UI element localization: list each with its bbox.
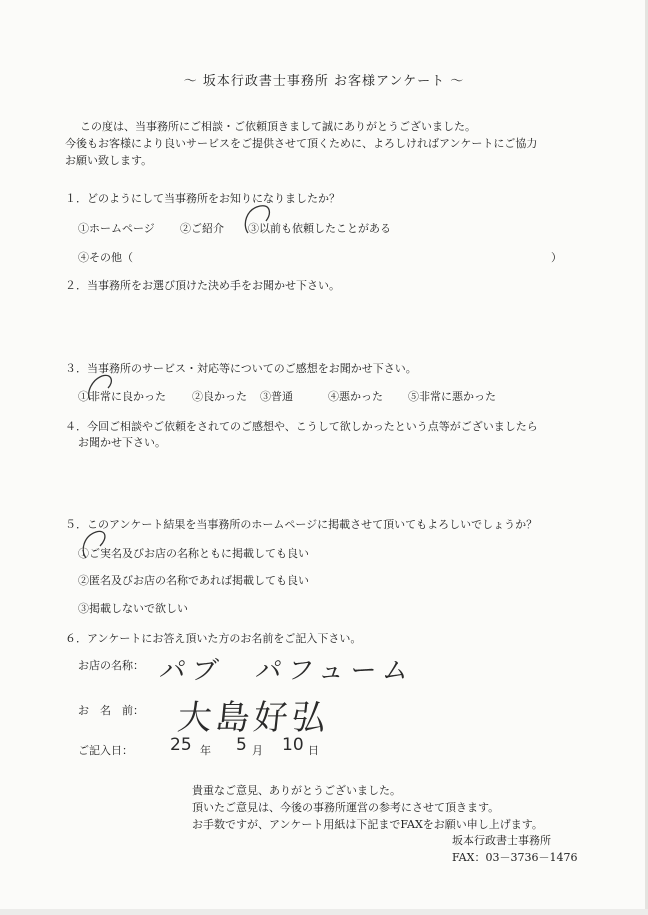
customer-name-label: お 名 前： — [78, 704, 144, 717]
q3-option-very-good[interactable]: ①非常に良かった — [78, 390, 166, 403]
q3-option-good[interactable]: ②良かった — [192, 390, 247, 403]
footer-thanks: 貴重なご意見、ありがとうございました。 — [192, 784, 401, 797]
q3-option-bad[interactable]: ④悪かった — [328, 390, 383, 403]
entry-date-month[interactable]: 5 — [236, 735, 247, 755]
q1-option-other-label[interactable]: ④その他（ — [78, 251, 133, 264]
q1-selection-mark — [240, 203, 276, 237]
footer-fax-request: お手数ですが、アンケート用紙は下記までFAXをお願い申し上げます。 — [192, 818, 543, 831]
intro-text — [65, 118, 537, 169]
customer-name-value[interactable]: 大島好弘 — [175, 698, 332, 738]
question-3: ３．当事務所のサービス・対応等についてのご感想をお聞かせ下さい。 — [65, 362, 417, 375]
q1-option-referral[interactable]: ②ご紹介 — [180, 222, 224, 235]
entry-date-year-unit: 年 — [200, 744, 211, 757]
q1-option-previous[interactable]: ③以前も依頼したことがある — [248, 222, 391, 235]
entry-date-day-unit: 日 — [308, 744, 319, 757]
intro-line: この度は、当事務所にご相談・ご依頼頂きまして誠にありがとうございました。 — [80, 120, 476, 133]
shop-name-label: お店の名称： — [78, 659, 144, 672]
q3-selection-mark — [84, 372, 120, 404]
entry-date-day[interactable]: 10 — [282, 735, 304, 755]
scan-bottom-edge — [0, 909, 648, 915]
q3-option-normal[interactable]: ③普通 — [260, 390, 293, 403]
footer-note: 頂いたご意見は、今後の事務所運営の参考にさせて頂きます。 — [192, 801, 500, 814]
q5-option-no-publish[interactable]: ③掲載しないで欲しい — [78, 602, 188, 615]
entry-date-label: ご記入日： — [78, 744, 133, 757]
entry-date-month-unit: 月 — [252, 744, 263, 757]
question-1: １．どのようにして当事務所をお知りになりましたか？ — [65, 192, 340, 205]
question-4-line2: お聞かせ下さい。 — [78, 436, 166, 449]
footer-office-name: 坂本行政書士事務所 — [452, 834, 551, 847]
question-4: ４．今回ご相談やご依頼をされてのご感想や、こうして欲しかったという点等がございましたら — [65, 420, 538, 433]
question-6: ６．アンケートにお答え頂いた方のお名前をご記入下さい。 — [65, 632, 362, 645]
q1-option-other-close: ） — [551, 251, 562, 264]
q1-option-homepage[interactable]: ①ホームページ — [78, 222, 155, 235]
shop-name-value[interactable]: パブ パフューム — [157, 656, 417, 686]
question-5: ５．このアンケート結果を当事務所のホームページに掲載させて頂いてもよろしいでしょうか？ — [65, 518, 538, 531]
q3-option-very-bad[interactable]: ⑤非常に悪かった — [408, 390, 496, 403]
intro-line: お願い致します。 — [65, 154, 153, 167]
page-title: 〜 坂本行政書士事務所 お客様アンケート 〜 — [183, 74, 465, 89]
entry-date-year[interactable]: 25 — [170, 735, 192, 755]
intro-line: 今後もお客様により良いサービスをご提供させて頂くために、よろしければアンケートにご協力 — [65, 137, 538, 150]
q5-option-real-name[interactable]: ①ご実名及びお店の名称ともに掲載しても良い — [78, 547, 309, 560]
q5-selection-mark — [78, 528, 114, 562]
footer-fax-number: FAX：03－3736－1476 — [452, 851, 578, 864]
q5-option-anonymous[interactable]: ②匿名及びお店の名称であれば掲載しても良い — [78, 574, 309, 587]
question-2: ２．当事務所をお選び頂けた決め手をお聞かせ下さい。 — [65, 279, 340, 292]
